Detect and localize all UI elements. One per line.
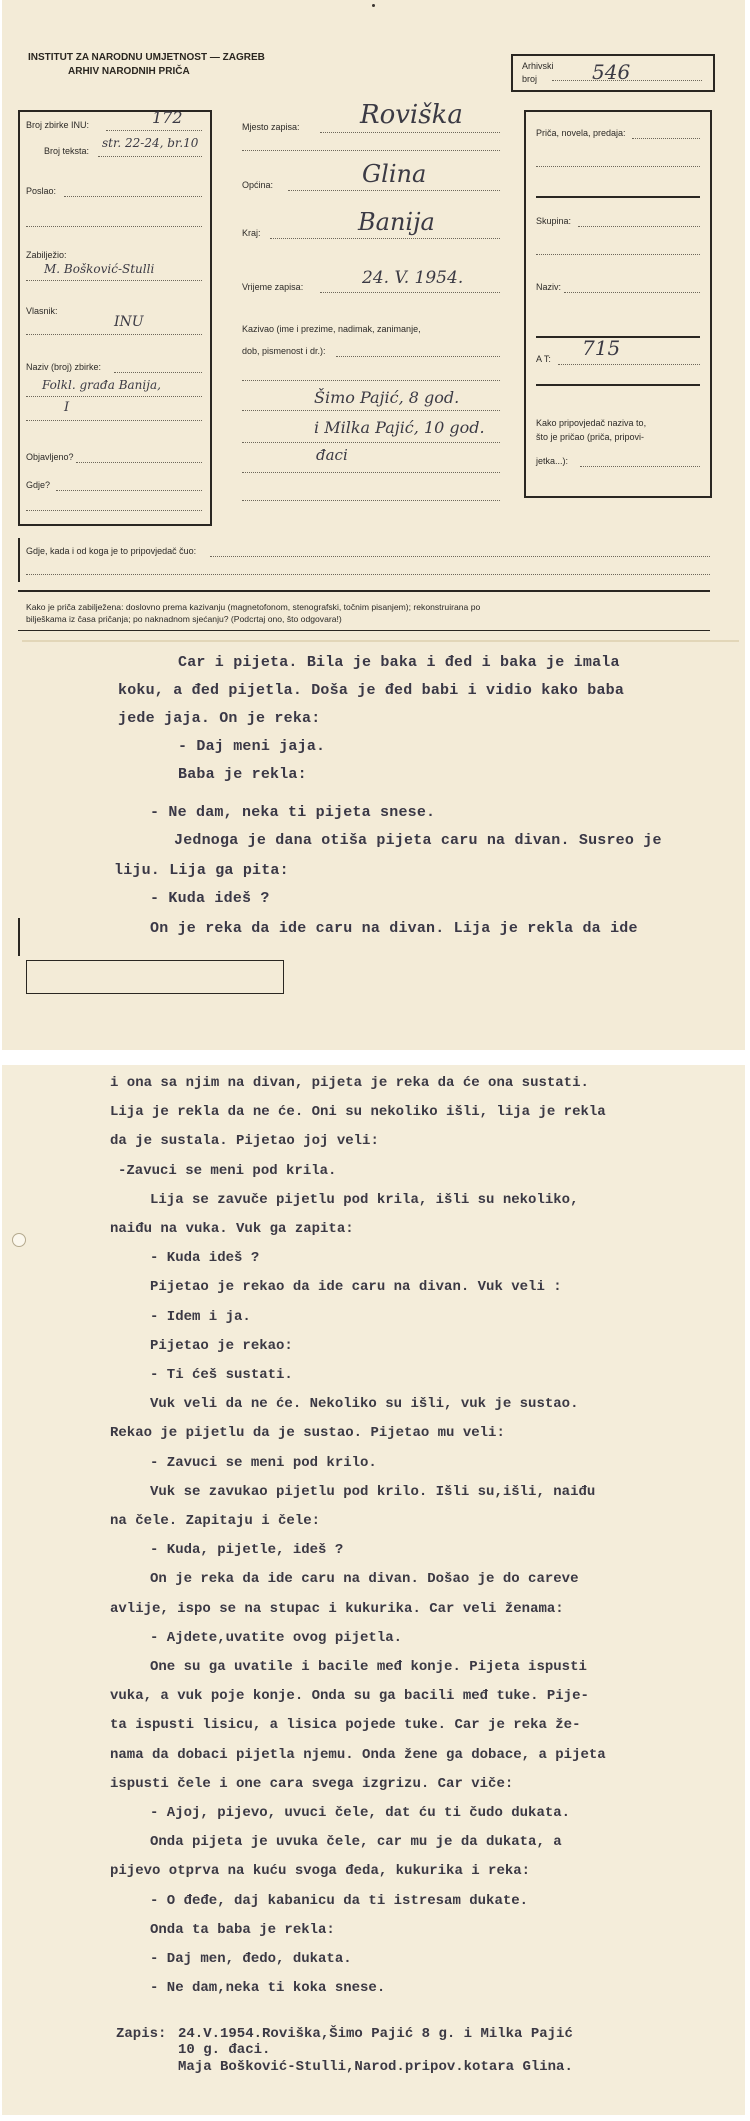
margin-bar [18, 918, 20, 956]
story-line: Pijetao je rekao da ide caru na divan. Vuk veli : [150, 1279, 562, 1296]
method-rule-2 [18, 630, 710, 631]
story-line: Onda pijeta je uvuka čele, car mu je da dukata, a [150, 1834, 562, 1851]
poslao-dots [64, 196, 202, 197]
naziv-zbirke-dots-3 [26, 420, 202, 421]
method-rule [18, 590, 710, 592]
prica-label: Priča, novela, predaja: [536, 128, 626, 138]
kazivao-label-2: dob, pismenost i dr.): [242, 346, 326, 356]
objavljeno-label: Objavljeno? [26, 452, 74, 462]
story-line: - Ne dam, neka ti pijeta snese. [150, 804, 436, 821]
story-line: Lija je rekla da ne će. Oni su nekoliko išli, lija je rekla [110, 1104, 606, 1121]
story-line: Car i pijeta. Bila je baka i đed i baka je imala [178, 654, 620, 671]
kako-label-1: Kako pripovjedač naziva to, [536, 418, 647, 428]
vrijeme-dots [320, 292, 500, 293]
zabiljezena-line-1: Kako je priča zabilježena: doslovno prema kazivanju (magnetofonom, stenografski, točnim pisanjem); rekonstruirana po [26, 602, 481, 612]
story-line: -Zavuci se meni pod krila. [118, 1162, 337, 1179]
story-line: nama da dobaci pijetla njemu. Onda žene ga dobace, a pijeta [110, 1746, 606, 1763]
skupina-dots [578, 226, 700, 227]
gdje-dots [56, 490, 202, 491]
mjesto-value: Roviška [360, 100, 463, 130]
kazivao-dots-4 [242, 442, 500, 443]
story-line: jede jaja. On je reka: [118, 710, 321, 727]
archive-number-label-1: Arhivski [522, 61, 554, 71]
zapis-line-1: 24.V.1954.Roviška,Šimo Pajić 8 g. i Milka Pajić [178, 2026, 573, 2042]
archive-number-label-2: broj [522, 74, 538, 84]
archive-header: ARHIV NARODNIH PRIČA [68, 66, 190, 77]
vrijeme-label: Vrijeme zapisa: [242, 282, 304, 292]
story-line: pijevo otprva na kuću svoga đeda, kukurika i reka: [110, 1863, 531, 1880]
zabiljezena-line-2: bilješkama iz časa pričanja; po naknadnom sjećanju? (Podcrtaj ono, što odgovara!) [26, 614, 342, 624]
naziv-label: Naziv: [536, 282, 562, 292]
story-line: - Kuda, pijetle, ideš ? [150, 1542, 344, 1559]
broj-zbirke-dots [106, 130, 202, 131]
story-line: - Ajoj, pijevo, uvuci čele, dat ću ti čudo dukata. [150, 1805, 571, 1821]
story-line: Vuk veli da ne će. Nekoliko su išli, vuk je sustao. [150, 1396, 579, 1413]
empty-footer-box [26, 960, 284, 994]
opcina-value: Glina [362, 160, 427, 188]
gdje-kada-dots-2 [26, 574, 710, 575]
kazivao-label-1: Kazivao (ime i prezime, nadimak, zanimanje, [242, 324, 421, 334]
story-line: naiđu na vuka. Vuk ga zapita: [110, 1221, 354, 1237]
naziv-zbirke-value-2: I [64, 400, 70, 415]
story-line: - Zavuci se meni pod krilo. [150, 1454, 377, 1471]
zapis-label: Zapis: [116, 2026, 167, 2042]
opcina-label: Općina: [242, 180, 274, 190]
archive-number-value: 546 [592, 60, 631, 84]
at-rule [536, 384, 700, 386]
kazivao-dots-5 [242, 472, 500, 473]
skupina-dots-2 [536, 254, 700, 255]
opcina-dots [288, 190, 500, 191]
naziv-zbirke-label: Naziv (broj) zbirke: [26, 362, 102, 372]
kazivao-dots-6 [242, 500, 500, 501]
skupina-label: Skupina: [536, 216, 572, 226]
objavljeno-dots [76, 462, 202, 463]
story-line: Pijetao je rekao: [150, 1337, 293, 1354]
story-line: i ona sa njim na divan, pijeta je reka da će ona sustati. [110, 1075, 589, 1091]
story-line: - Ne dam,neka ti koka snese. [150, 1980, 386, 1997]
naziv-zbirke-dots-2 [26, 396, 202, 397]
punch-mark [372, 4, 375, 7]
kraj-dots [270, 238, 500, 239]
story-line: - O đeđe, daj kabanicu da ti istresam dukate. [150, 1892, 529, 1909]
provenance-bracket [18, 538, 20, 582]
story-line: - Ti ćeš sustati. [150, 1367, 293, 1383]
naziv-dots [564, 292, 700, 293]
story-line: vuka, a vuk poje konje. Onda su ga bacili međ tuke. Pije- [110, 1688, 589, 1705]
story-line: - Idem i ja. [150, 1308, 251, 1325]
broj-zbirke-label: Broj zbirke INU: [26, 120, 90, 130]
form-sheet [2, 0, 745, 1050]
story-line: - Daj men, đedo, dukata. [150, 1951, 352, 1967]
zabiljezio-label: Zabilježio: [26, 250, 67, 260]
story-line: Lija se zavuče pijetlu pod krila, išli su nekoliko, [150, 1191, 579, 1208]
story-line: liju. Lija ga pita: [114, 862, 289, 879]
kako-dots [580, 466, 700, 467]
story-line: da je sustala. Pijetao joj veli: [110, 1133, 379, 1150]
story-line: Vuk se zavukao pijetlu pod krilo. Išli su,išli, naiđu [150, 1483, 596, 1500]
story-line: - Kuda ideš ? [150, 890, 270, 907]
kazivao-dots-3 [242, 410, 500, 411]
naziv-zbirke-dots [114, 372, 202, 373]
kazivao-dots [336, 356, 500, 357]
kako-label-2: što je pričao (priča, pripovi- [536, 432, 645, 442]
at-label: A T: [536, 354, 551, 364]
broj-teksta-label: Broj teksta: [44, 146, 90, 156]
zabiljezio-value: M. Bošković-Stulli [44, 262, 155, 276]
kazivao-value-1: Šimo Pajić, 8 god. [314, 388, 460, 407]
prica-rule [536, 196, 700, 198]
broj-zbirke-value: 172 [152, 108, 183, 127]
vlasnik-value: INU [114, 314, 144, 330]
at-dots [558, 364, 700, 365]
punch-hole [12, 1233, 26, 1247]
story-line: Baba je rekla: [178, 766, 307, 783]
story-line: na čele. Zapitaju i čele: [110, 1513, 321, 1529]
broj-teksta-dots [98, 156, 202, 157]
gdje-dots-2 [26, 510, 202, 511]
story-line: On je reka da ide caru na divan. Došao je do careve [150, 1571, 579, 1588]
kazivao-value-3: đaci [316, 446, 348, 464]
story-line: - Daj meni jaja. [178, 738, 326, 755]
story-line: - Ajdete,uvatite ovog pijetla. [150, 1629, 403, 1646]
kazivao-dots-2 [242, 380, 500, 381]
gdje-kada-dots [210, 556, 710, 557]
institute-header: INSTITUT ZA NARODNU UMJETNOST — ZAGREB [28, 52, 265, 63]
zabiljezio-dots [26, 280, 202, 281]
naziv-zbirke-value-1: Folkl. građa Banija, [42, 378, 161, 392]
story-line: koku, a đed pijetla. Doša je đed babi i vidio kako baba [118, 682, 625, 699]
story-line: ta ispusti lisicu, a lisica pojede tuke. Car je reka že- [110, 1717, 581, 1734]
story-line: - Kuda ideš ? [150, 1250, 260, 1267]
zapis-line-3: Maja Bošković-Stulli,Narod.pripov.kotara Glina. [178, 2059, 573, 2075]
prica-dots-2 [536, 166, 700, 167]
story-line: On je reka da ide caru na divan. Lija je rekla da ide [150, 920, 638, 937]
story-line: avlije, ispo se na stupac i kukurika. Car veli ženama: [110, 1600, 564, 1617]
kraj-value: Banija [358, 208, 435, 236]
story-line: ispusti čele i one cara svega izgrizu. Car viče: [110, 1775, 514, 1792]
story-line: Rekao je pijetlu da je sustao. Pijetao mu veli: [110, 1425, 505, 1442]
zapis-line-2: 10 g. đaci. [178, 2042, 271, 2058]
broj-teksta-value: str. 22-24, br.10 [102, 136, 199, 150]
at-value: 715 [582, 336, 621, 360]
prica-dots [632, 138, 700, 139]
kako-label-3: jetka...): [536, 456, 569, 466]
poslao-dots-2 [26, 226, 202, 227]
mjesto-dots [320, 132, 500, 133]
story-line: Jednoga je dana otiša pijeta caru na divan. Susreo je [174, 832, 662, 849]
gdje-label: Gdje? [26, 480, 51, 490]
vlasnik-label: Vlasnik: [26, 306, 58, 316]
kazivao-value-2: i Milka Pajić, 10 god. [314, 418, 485, 437]
poslao-label: Poslao: [26, 186, 57, 196]
vrijeme-value: 24. V. 1954. [362, 268, 464, 288]
kraj-label: Kraj: [242, 228, 261, 238]
vlasnik-dots [26, 334, 202, 335]
gdje-kada-label: Gdje, kada i od koga je to pripovjedač čuo: [26, 546, 197, 556]
story-line: Onda ta baba je rekla: [150, 1921, 335, 1938]
mjesto-dots-2 [242, 150, 500, 151]
story-sheet [2, 1065, 745, 2115]
story-line: One su ga uvatile i bacile međ konje. Pijeta ispusti [150, 1659, 587, 1675]
mjesto-label: Mjesto zapisa: [242, 122, 300, 132]
paper-fold [22, 640, 739, 642]
